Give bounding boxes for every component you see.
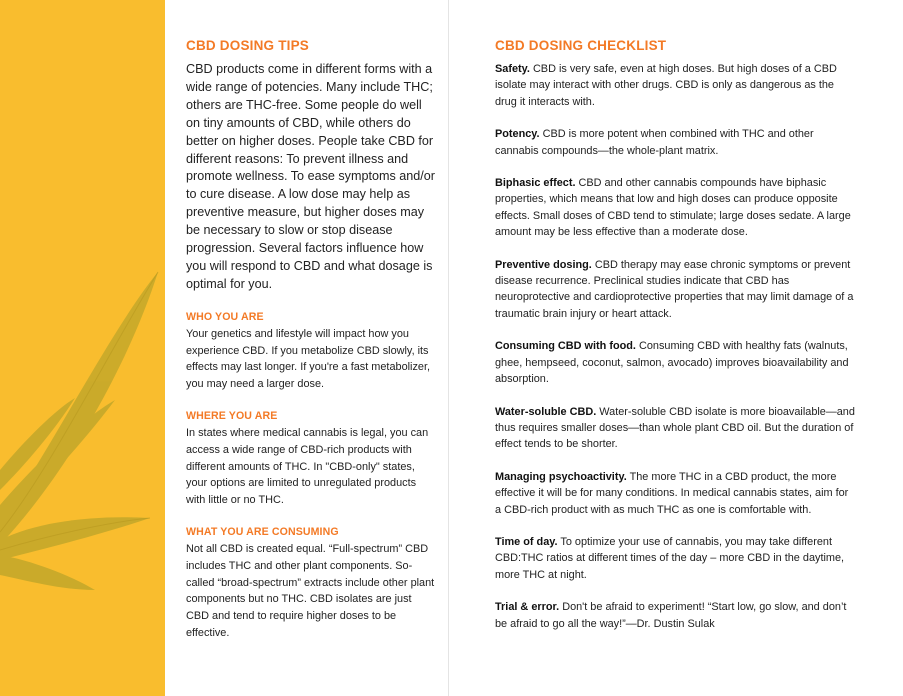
what-you-are-consuming-heading: WHAT YOU ARE CONSUMING (186, 525, 339, 538)
checklist-item-preventive-dosing (495, 257, 855, 323)
checklist-item-text: Consuming CBD with healthy fats (walnuts, ghee, hempseed, coconut, salmon, avocado) improves bioavailability and absorption. (495, 340, 849, 386)
checklist-item-potency (495, 126, 855, 159)
checklist-item-time-of-day (495, 534, 855, 583)
checklist-item-trial-and-error (495, 599, 855, 632)
checklist-item-title: Managing psychoactivity. (495, 470, 627, 483)
dosing-checklist-column (495, 38, 855, 648)
where-you-are-heading: WHERE YOU ARE (186, 409, 278, 422)
checklist-item-text: Water-soluble CBD isolate is more bioavailable—and thus requires smaller doses—than whole plant CBD oil. But the duration of effect tends to be shorter. (495, 405, 855, 451)
what-you-are-consuming-text: Not all CBD is created equal. “Full-spectrum” CBD includes THC and other plant components. So-called “broad-spectrum” extracts include other plant components but no THC. CBD isolates are just CBD and tend to require higher doses to be effective. (186, 542, 435, 639)
dosing-tips-intro: CBD products come in different forms with a wide range of potencies. Many include THC; others are THC-free. Some people do well on tiny amounts of CBD, while others do better on higher doses. People take CBD for different reasons: To prevent illness and promote wellness. To ease symptoms and/or to cure disease. A low dose may help as preventive measure, but higher doses may be necessary to slow or stop disease progression. Several factors influence how you will respond to CBD and what dosage is optimal for you. (186, 62, 435, 291)
checklist-item-biphasic-effect (495, 175, 855, 241)
checklist-item-text: To optimize your use of cannabis, you may take different CBD:THC ratios at different times of the day – more CBD in the daytime, more THC at night. (495, 535, 845, 581)
checklist-item-text: CBD is very safe, even at high doses. But high doses of a CBD isolate may interact with other drugs. CBD is only as dangerous as the drug it interacts with. (495, 63, 837, 108)
checklist-item-safety (495, 61, 855, 110)
checklist-item-title: Safety. (495, 63, 530, 75)
decorative-side-band (0, 0, 165, 696)
checklist-item-text: Don't be afraid to experiment! “Start low, go slow, and don’t be afraid to go all the way!”—Dr. Dustin Sulak (495, 601, 847, 630)
checklist-item-text: CBD is more potent when combined with THC and other cannabis compounds—the whole-plant matrix. (495, 128, 814, 157)
who-you-are-text: Your genetics and lifestyle will impact how you experience CBD. If you metabolize CBD slowly, its effects may last longer. If you're a fast metabolizer, you may need a larger dose. (186, 327, 431, 391)
checklist-item-title: Preventive dosing. (495, 258, 592, 271)
checklist-item-title: Biphasic effect. (495, 177, 576, 190)
checklist-item-text: CBD and other cannabis compounds have biphasic properties, which means that low and high doses can produce opposite effects. Small doses of CBD tend to stimulate; large doses sedate. A large amount may be less effective than a moderate dose. (495, 177, 851, 239)
checklist-item-title: Trial & error. (495, 601, 560, 614)
dosing-checklist-heading: CBD DOSING CHECKLIST (495, 38, 667, 53)
dosing-tips-heading: CBD DOSING TIPS (186, 38, 310, 53)
checklist-item-text: The more THC in a CBD product, the more effective it will be for many conditions. In medical cannabis states, aim for a CBD-rich product with as much THC as one is comfortable with. (495, 470, 849, 516)
who-you-are-heading: WHO YOU ARE (186, 310, 264, 323)
checklist-item-managing-psychoactivity (495, 469, 855, 518)
where-you-are-text: In states where medical cannabis is legal, you can access a wide range of CBD-rich products with different amounts of THC. In "CBD-only" states, your options are limited to unregulated products with little or no THC. (186, 426, 429, 507)
checklist-item-text: CBD therapy may ease chronic symptoms or prevent disease recurrence. Preclinical studies indicate that CBD has neuroprotective and cardioprotective properties that may limit damage of a traumatic brain injury or heart attack. (495, 258, 854, 320)
checklist-item-title: Consuming CBD with food. (495, 340, 636, 353)
dosing-tips-column (186, 38, 436, 642)
checklist-item-title: Potency. (495, 128, 540, 141)
checklist-item-water-soluble (495, 404, 855, 453)
checklist-item-title: Water-soluble CBD. (495, 405, 597, 418)
page-divider (448, 0, 449, 696)
checklist-item-title: Time of day. (495, 535, 558, 548)
checklist-item-consuming-with-food (495, 338, 855, 387)
cannabis-leaf-icon (0, 0, 165, 696)
